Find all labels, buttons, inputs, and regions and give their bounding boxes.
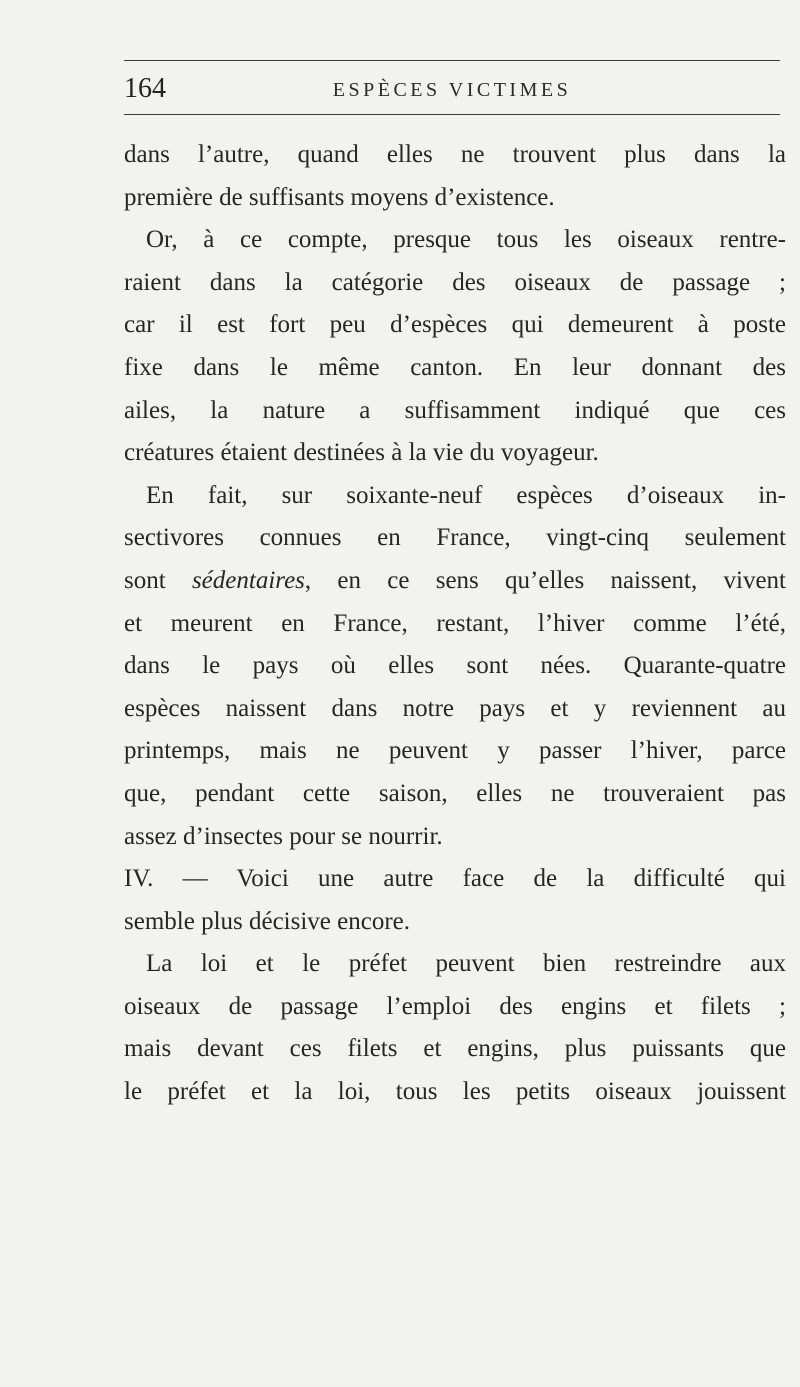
- text-line: car il est fort peu d’espèces qui demeurent à poste: [124, 311, 786, 339]
- text-line: printemps, mais ne peuvent y passer l’hiver, parce: [124, 737, 786, 765]
- italic-word: sédentaires: [191, 566, 305, 594]
- text-line: ailes, la nature a suffisamment indiqué que ces: [124, 396, 786, 424]
- text-line: raient dans la catégorie des oiseaux de passage ;: [124, 268, 786, 296]
- page-header: [124, 73, 780, 105]
- text-line: dans l’autre, quand elles ne trouvent plus dans la: [124, 141, 786, 168]
- text-line: créatures étaient destinées à la vie du voyageur.: [124, 439, 599, 467]
- text-line: sectivores connues en France, vingt-cinq seulement: [124, 524, 786, 552]
- text-segment: , en ce sens qu’elles naissent, vivent: [304, 566, 786, 594]
- text-line: IV. — Voici une autre face de la difficulté qui: [124, 865, 786, 893]
- text-line: et meurent en France, restant, l’hiver comme l’été,: [124, 609, 786, 637]
- text-line: dans le pays où elles sont nées. Quarante-quatre: [124, 652, 786, 680]
- header-rule-top: [124, 60, 780, 61]
- text-line: [124, 560, 786, 603]
- text-segment: sont: [124, 566, 192, 594]
- text-line: mais devant ces filets et engins, plus puissants que: [124, 1035, 786, 1063]
- text-line: En fait, sur soixante-neuf espèces d’oiseaux in-: [146, 481, 786, 509]
- text-line: première de suffisants moyens d’existence.: [124, 183, 555, 211]
- text-line: espèces naissent dans notre pays et y reviennent au: [124, 694, 786, 722]
- text-line: le préfet et la loi, tous les petits oiseaux jouissent: [124, 1078, 786, 1106]
- page-number: 164: [124, 73, 166, 104]
- text-line: oiseaux de passage l’emploi des engins et filets ;: [124, 992, 786, 1020]
- text-line: que, pendant cette saison, elles ne trouveraient pas: [124, 779, 786, 807]
- text-line: assez d’insectes pour se nourrir.: [124, 822, 443, 850]
- text-line: semble plus décisive encore.: [124, 907, 411, 935]
- body-text: [124, 134, 786, 1114]
- text-line: Or, à ce compte, presque tous les oiseaux rentre-: [146, 226, 786, 254]
- text-line: La loi et le préfet peuvent bien restreindre aux: [146, 950, 786, 978]
- header-rule-bottom: [124, 114, 780, 115]
- running-title: ESPÈCES VICTIMES: [332, 79, 572, 101]
- text-line: fixe dans le même canton. En leur donnant des: [124, 353, 786, 381]
